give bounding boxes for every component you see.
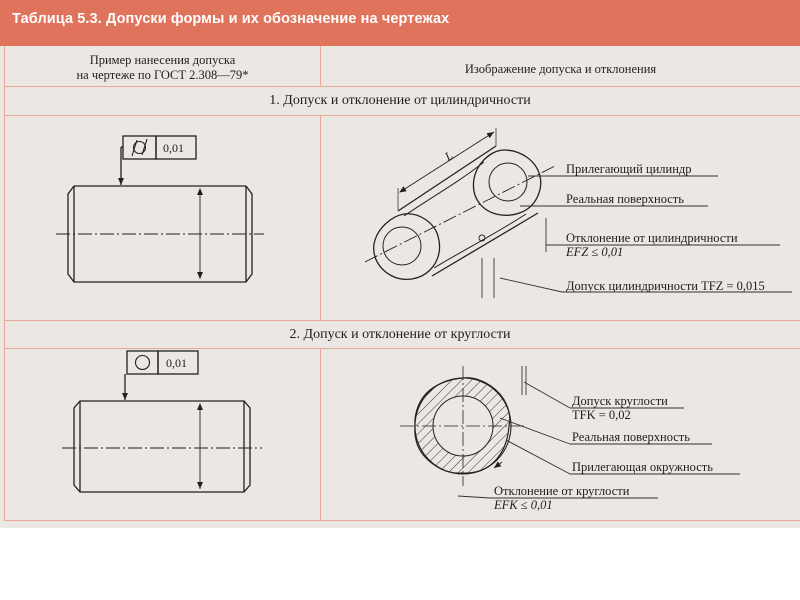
cylindricity-symbol-icon — [132, 139, 147, 156]
column-header-line: на чертеже по ГОСТ 2.308—79* — [76, 68, 249, 82]
column-header-line: Пример нанесения допуска — [89, 53, 236, 67]
roundness-tolerance-label: Допуск круглости — [572, 394, 668, 408]
roundness-illustration — [400, 366, 527, 486]
adjacent-circle-label: Прилегающая окружность — [572, 460, 713, 474]
cylindricity-tolerance-label: Допуск цилиндричности TFZ = 0,015 — [566, 279, 765, 293]
cylindricity-deviation-value: EFZ ≤ 0,01 — [566, 245, 624, 259]
cylindricity-illustration — [365, 128, 555, 298]
section-title-roundness: 2. Допуск и отклонение от круглости — [289, 327, 511, 342]
frame-symbol-cell — [127, 351, 158, 374]
adjacent-cylinder-label: Прилегающий цилиндр — [566, 162, 692, 176]
roundness-deviation-value: EFK ≤ 0,01 — [494, 498, 553, 512]
roundness-symbol-icon — [136, 356, 150, 370]
frame-value: 0,01 — [163, 141, 184, 155]
real-surface-label: Реальная поверхность — [572, 430, 690, 444]
section-title-cylindricity: 1. Допуск и отклонение от цилиндричности — [269, 93, 531, 108]
real-surface-label: Реальная поверхность — [566, 192, 684, 206]
cylindricity-shaft-drawing — [56, 136, 264, 282]
roundness-tolerance-value: TFK = 0,02 — [572, 408, 631, 422]
cylindricity-deviation-label: Отклонение от цилиндричности — [566, 231, 738, 245]
column-header-line: Изображение допуска и отклонения — [464, 62, 657, 76]
length-dimension-label: L — [442, 148, 456, 164]
table-title: Таблица 5.3. Допуски формы и их обозначение на чертежах — [12, 11, 450, 27]
roundness-shaft-drawing — [62, 351, 262, 492]
frame-symbol-cell — [123, 136, 156, 159]
roundness-deviation-label: Отклонение от круглости — [494, 484, 630, 498]
frame-value: 0,01 — [166, 356, 187, 370]
